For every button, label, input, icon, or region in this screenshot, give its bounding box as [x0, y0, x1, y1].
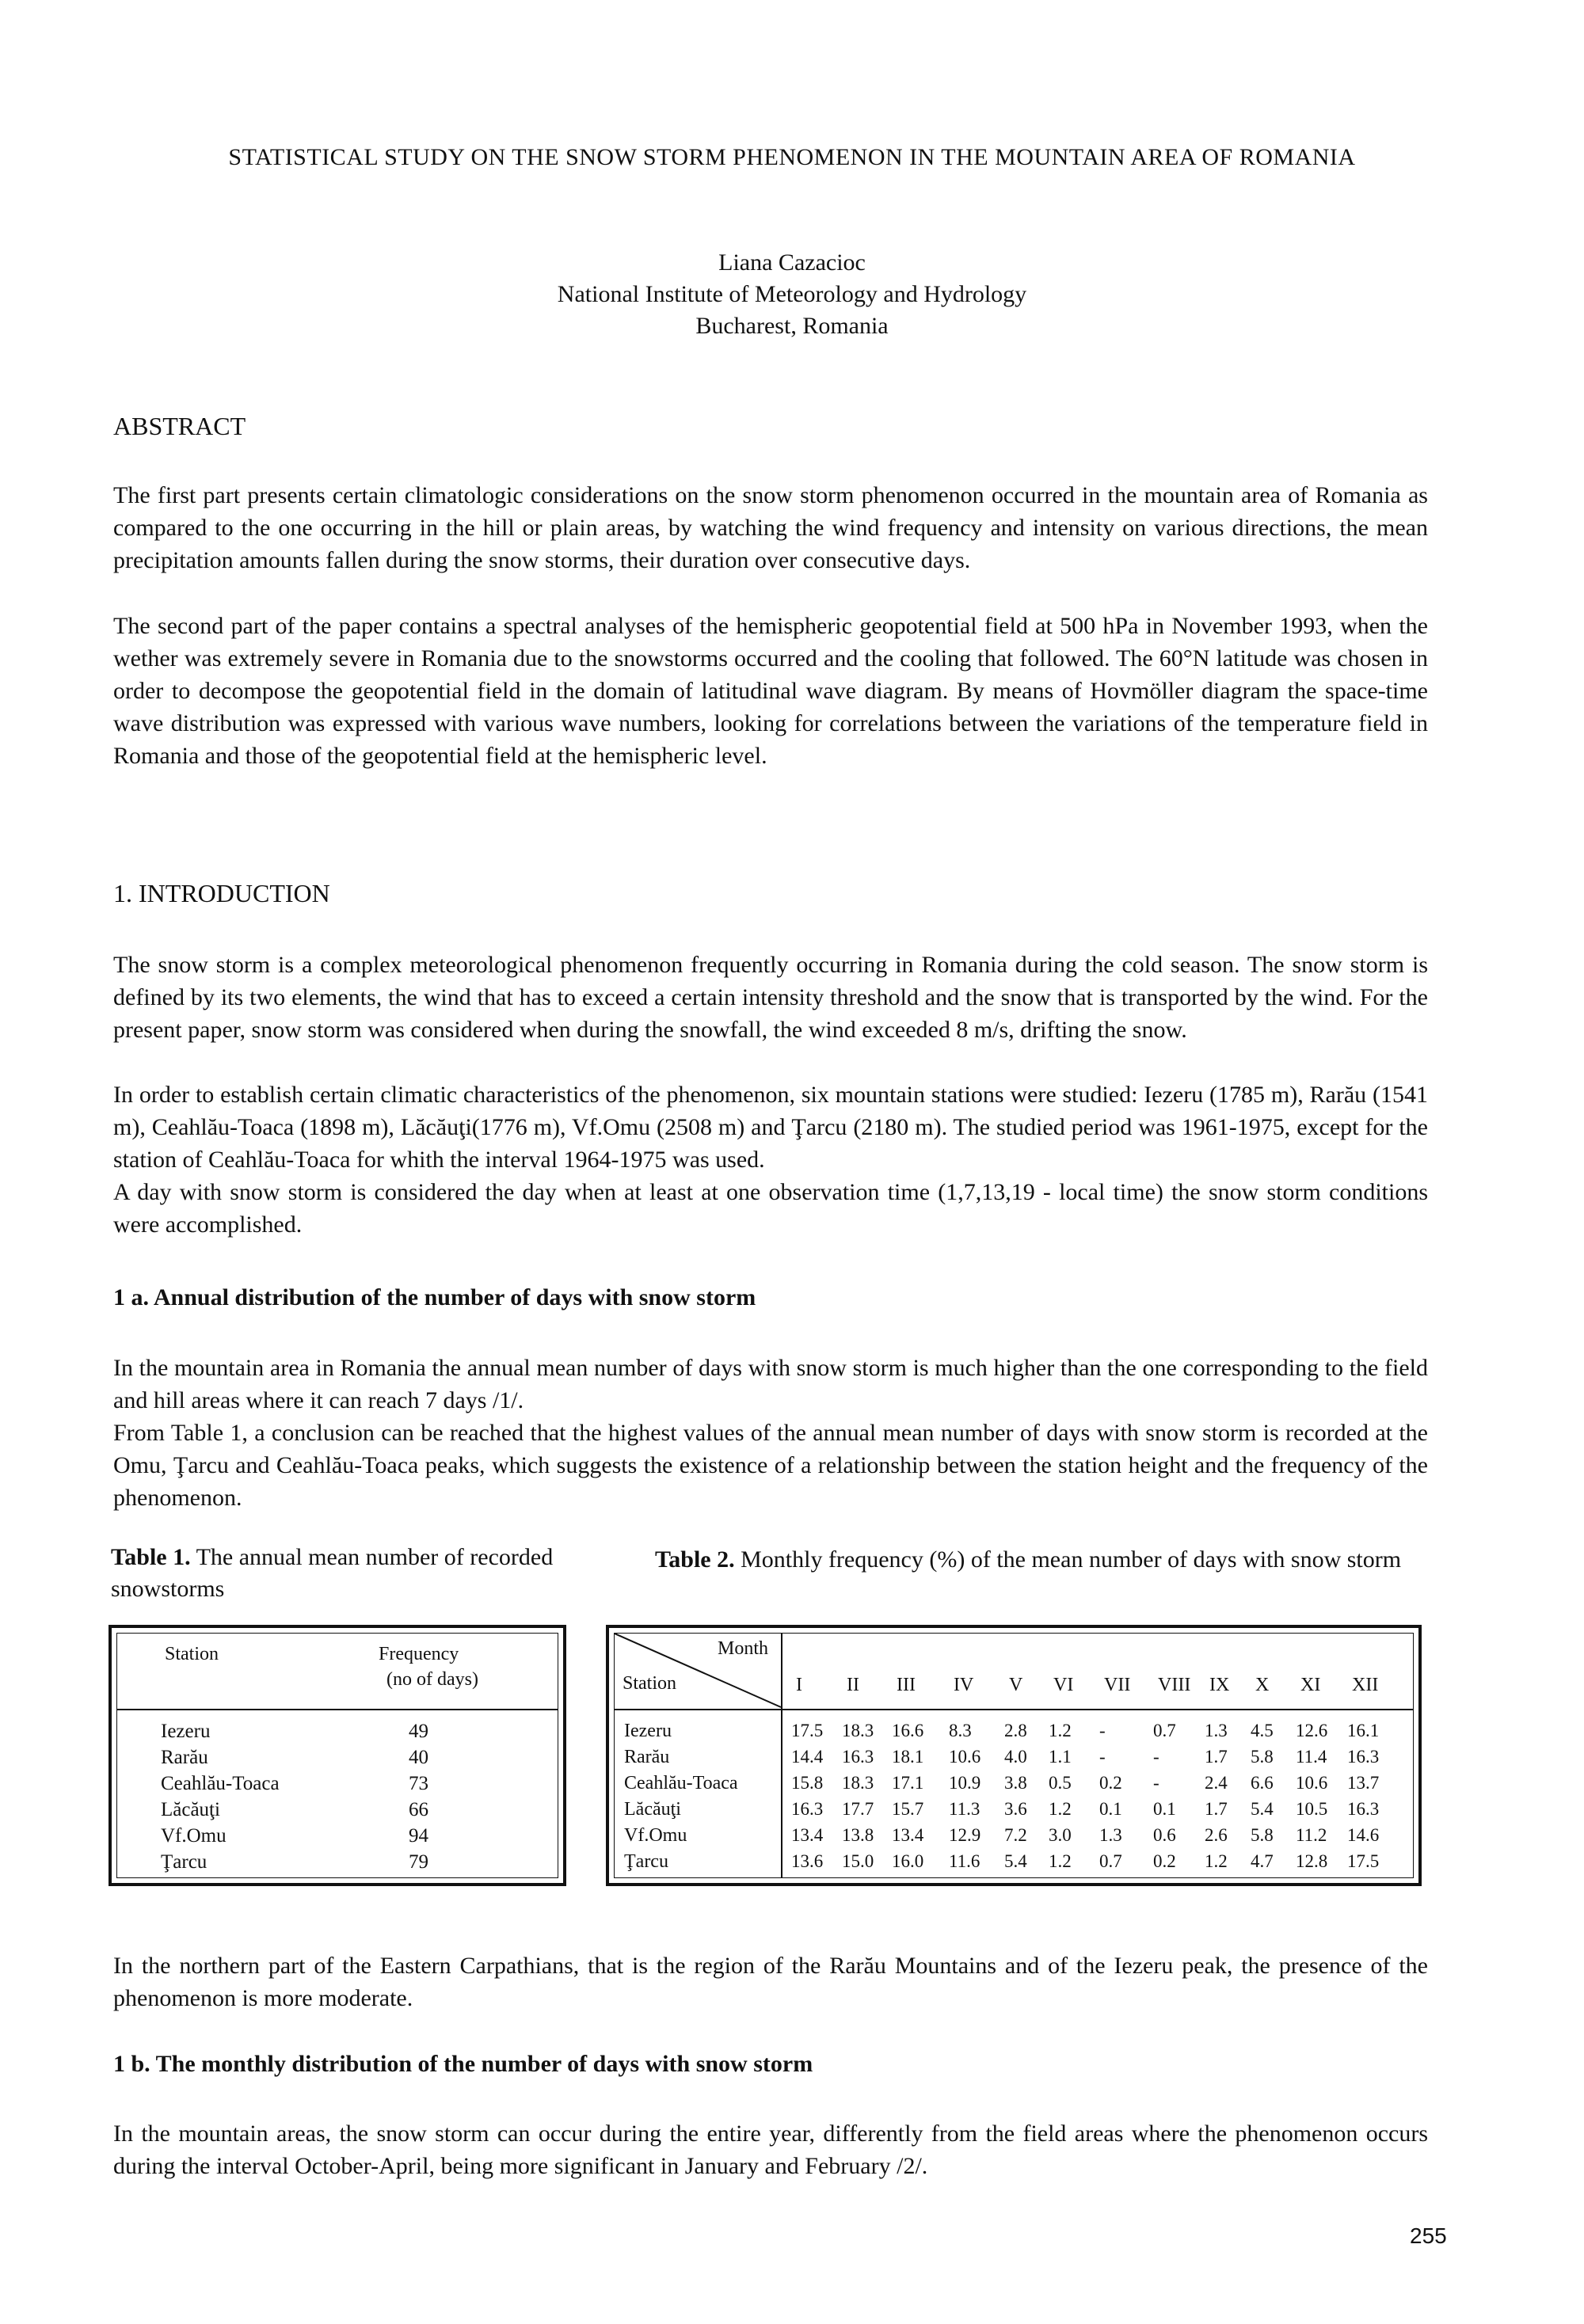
table2-cell: 15.8 — [791, 1773, 824, 1793]
section-1a-paragraph-2: From Table 1, a conclusion can be reached that the highest values of the annual mean number of days with snow storm is recorded at the Omu, Ţarcu and Ceahlău-Toaca peaks, which suggests the existence of a relationship between the station height and the frequency of the phenomenon. — [113, 1420, 1428, 1511]
table2-cell: 15.7 — [892, 1799, 924, 1819]
table2-cell: 16.6 — [892, 1721, 924, 1740]
table1-frequency: 66 — [409, 1799, 428, 1820]
table2-cell: 0.6 — [1153, 1825, 1176, 1845]
table2-month-header: III — [897, 1675, 916, 1695]
table1-header-station: Station — [165, 1644, 219, 1664]
table2-cell: 11.3 — [949, 1799, 980, 1819]
table2-cell: 13.8 — [842, 1825, 874, 1845]
table2-cell: 1.7 — [1205, 1799, 1228, 1819]
table2-cell: 3.0 — [1049, 1825, 1072, 1845]
table2-cell: 16.3 — [791, 1799, 824, 1819]
table-row — [117, 1825, 558, 1851]
table2-cell: 10.9 — [949, 1773, 981, 1793]
table2-cell: 5.8 — [1251, 1825, 1274, 1845]
introduction-heading: 1. INTRODUCTION — [113, 879, 330, 907]
table2-cell: 12.9 — [949, 1825, 981, 1845]
table2-month-header: VII — [1104, 1675, 1131, 1695]
table2-cell: 11.6 — [949, 1851, 980, 1871]
abstract-paragraph-1: The first part presents certain climatologic considerations on the snow storm phenomenon occurred in the mountain area of Romania as compared to the one occurring in the hill or plain areas, by watching the wind frequency and intensity on various directions, the mean precipitation amounts fallen during the snow storms, their duration over consecutive days. — [113, 482, 1428, 573]
table2-cell: 1.3 — [1099, 1825, 1122, 1845]
table1-header — [117, 1634, 558, 1710]
table2-cell: 4.0 — [1004, 1747, 1027, 1767]
table2-cell: 1.7 — [1205, 1747, 1228, 1767]
table2-cell: - — [1099, 1721, 1106, 1740]
table2-month-header: IX — [1209, 1675, 1230, 1695]
table-row — [117, 1773, 558, 1799]
table2-cell: 10.6 — [1296, 1773, 1328, 1793]
table2-cell: 0.5 — [1049, 1773, 1072, 1793]
table2-month-header: VIII — [1158, 1675, 1191, 1695]
table2-station: Ţarcu — [624, 1851, 668, 1872]
table1-station: Rarău — [161, 1747, 208, 1768]
section-1a-paragraph-1: In the mountain area in Romania the annual mean number of days with snow storm is much higher than the one corresponding to the field and hill areas where it can reach 7 days /1/. — [113, 1355, 1428, 1413]
table2-cell: 17.1 — [892, 1773, 924, 1793]
table1-station: Ţarcu — [161, 1851, 208, 1873]
abstract-heading: ABSTRACT — [113, 412, 246, 440]
table2-column-divider — [781, 1634, 782, 1877]
paper-title: STATISTICAL STUDY ON THE SNOW STORM PHENOMENON IN THE MOUNTAIN AREA OF ROMANIA — [228, 144, 1356, 170]
table2-cell: 13.7 — [1347, 1773, 1380, 1793]
table1-header-frequency: Frequency — [379, 1644, 459, 1664]
table2-caption-label: Table 2. — [655, 1546, 735, 1573]
table2-cell: 16.1 — [1347, 1721, 1380, 1740]
table2-cell: 2.8 — [1004, 1721, 1027, 1740]
table2-cell: 1.2 — [1205, 1851, 1228, 1871]
table-row — [117, 1851, 558, 1877]
table1-header-frequency-unit: (no of days) — [386, 1669, 478, 1690]
table2-month-header: V — [1009, 1675, 1023, 1695]
table2-caption-text: Monthly frequency (%) of the mean number of days with snow storm — [741, 1546, 1402, 1573]
table-row — [117, 1721, 558, 1747]
table2-cell: 10.5 — [1296, 1799, 1328, 1819]
table2-cell: 11.4 — [1296, 1747, 1327, 1767]
table1-frequency: 49 — [409, 1721, 428, 1742]
table2-cell: 1.2 — [1049, 1721, 1072, 1740]
table2-cell: 4.5 — [1251, 1721, 1274, 1740]
table2-cell: 7.2 — [1004, 1825, 1027, 1845]
table1-frequency: 94 — [409, 1825, 428, 1847]
table1-station: Iezeru — [161, 1721, 211, 1742]
table2-cell: 17.5 — [791, 1721, 824, 1740]
table2-cell: - — [1099, 1747, 1106, 1767]
table2 — [606, 1625, 1422, 1886]
table2-cell: 13.4 — [791, 1825, 824, 1845]
table1-station: Ceahlău-Toaca — [161, 1773, 280, 1794]
author-name: Liana Cazacioc — [718, 249, 866, 276]
table2-cell: 16.3 — [1347, 1747, 1380, 1767]
table-row — [117, 1747, 558, 1773]
section-1b-paragraph-1: In the mountain areas, the snow storm can occur during the entire year, differently from the field areas where the phenomenon occurs during the interval October-April, being more significant in January and February /2/. — [113, 2121, 1428, 2179]
table1-station: Vf.Omu — [161, 1825, 227, 1847]
table2-month-header: I — [796, 1675, 802, 1695]
table2-header-station: Station — [623, 1673, 677, 1694]
table2-cell: 5.8 — [1251, 1747, 1274, 1767]
introduction-paragraph-1: The snow storm is a complex meteorological phenomenon frequently occurring in Romania during the cold season. The snow storm is defined by its two elements, the wind that has to exceed a certain intensity threshold and the snow that is transported by the wind. For the present paper, snow storm was considered when during the snowfall, the wind exceeded 8 m/s, drifting the snow. — [113, 952, 1428, 1043]
table2-cell: - — [1153, 1747, 1159, 1767]
introduction-paragraph-3: A day with snow storm is considered the day when at least at one observation time (1,7,13,19 - local time) the snow storm conditions were accomplished. — [113, 1179, 1428, 1238]
table2-month-header: IV — [954, 1675, 974, 1695]
table2-cell: 2.4 — [1205, 1773, 1228, 1793]
table2-header-month: Month — [718, 1638, 769, 1659]
table2-cell: 18.3 — [842, 1773, 874, 1793]
table2-cell: 15.0 — [842, 1851, 874, 1871]
table2-cell: 14.6 — [1347, 1825, 1380, 1845]
table1 — [109, 1625, 566, 1886]
author-location: Bucharest, Romania — [695, 313, 889, 339]
table1-caption-text: The annual mean number of recorded snowstorms — [111, 1544, 554, 1602]
table1-frequency: 79 — [409, 1851, 428, 1873]
table2-cell: 14.4 — [791, 1747, 824, 1767]
table2-month-header: VI — [1053, 1675, 1074, 1695]
table2-cell: 1.2 — [1049, 1851, 1072, 1871]
table2-header — [615, 1634, 1413, 1710]
table2-month-header: XI — [1300, 1675, 1321, 1695]
table2-cell: 5.4 — [1004, 1851, 1027, 1871]
section-1a-heading: 1 a. Annual distribution of the number of days with snow storm — [113, 1284, 756, 1310]
table2-cell: 16.0 — [892, 1851, 924, 1871]
table2-cell: 12.8 — [1296, 1851, 1328, 1871]
table2-cell: 16.3 — [1347, 1799, 1380, 1819]
table2-cell: 13.6 — [791, 1851, 824, 1871]
table1-caption-label: Table 1. — [111, 1544, 191, 1570]
table2-cell: 0.1 — [1099, 1799, 1122, 1819]
table2-station: Ceahlău-Toaca — [624, 1773, 738, 1793]
table2-cell: 0.7 — [1153, 1721, 1176, 1740]
table2-caption — [655, 1544, 1431, 1576]
section-1b-heading: 1 b. The monthly distribution of the number of days with snow storm — [113, 2051, 813, 2077]
table2-cell: 13.4 — [892, 1825, 924, 1845]
table2-cell: 11.2 — [1296, 1825, 1327, 1845]
table2-cell: 5.4 — [1251, 1799, 1274, 1819]
abstract-paragraph-2: The second part of the paper contains a spectral analyses of the hemispheric geopotential field at 500 hPa in November 1993, when the wether was extremely severe in Romania due to the snowstorms occurred and the cooling that followed. The 60°N latitude was chosen in order to decompose the geopotential field in the domain of latitudinal wave diagram. By means of Hovmöller diagram the space-time wave distribution was expressed with various wave numbers, looking for correlations between the variations of the temperature field in Romania and those of the geopotential field at the hemispheric level. — [113, 613, 1428, 769]
table2-station: Iezeru — [624, 1721, 672, 1741]
table2-cell: 18.1 — [892, 1747, 924, 1767]
table2-cell: 0.2 — [1153, 1851, 1176, 1871]
table2-cell: 0.1 — [1153, 1799, 1176, 1819]
table2-month-header: II — [847, 1675, 859, 1695]
author-block — [317, 247, 1267, 342]
author-institution: National Institute of Meteorology and Hydrology — [557, 281, 1027, 307]
table2-station: Lăcăuţi — [624, 1799, 681, 1820]
table2-cell: 1.1 — [1049, 1747, 1072, 1767]
table2-cell: 4.7 — [1251, 1851, 1274, 1871]
table2-cell: - — [1153, 1773, 1159, 1793]
table2-station: Rarău — [624, 1747, 670, 1767]
table1-caption — [111, 1542, 578, 1605]
table2-cell: 1.2 — [1049, 1799, 1072, 1819]
page-number: 255 — [1410, 2223, 1447, 2248]
table2-cell: 16.3 — [842, 1747, 874, 1767]
table1-station: Lăcăuţi — [161, 1799, 220, 1820]
table2-cell: 10.6 — [949, 1747, 981, 1767]
introduction-paragraph-2: In order to establish certain climatic characteristics of the phenomenon, six mountain stations were studied: Iezeru (1785 m), Rarău (1541 m), Ceahlău-Toaca (1898 m), Lăcăuţi(1776 m), Vf.Omu (2508 m) and Ţarcu (2180 m). The studied period was 1961-1975, except for the station of Ceahlău-Toaca for whith the interval 1964-1975 was used. — [113, 1082, 1428, 1173]
table2-cell: 3.8 — [1004, 1773, 1027, 1793]
table2-cell: 17.5 — [1347, 1851, 1380, 1871]
table2-cell: 0.7 — [1099, 1851, 1122, 1871]
table1-frequency: 73 — [409, 1773, 428, 1794]
after-tables-paragraph: In the northern part of the Eastern Carpathians, that is the region of the Rarău Mountains and of the Iezeru peak, the presence of the phenomenon is more moderate. — [113, 1953, 1428, 2011]
table2-cell: 18.3 — [842, 1721, 874, 1740]
table2-cell: 3.6 — [1004, 1799, 1027, 1819]
table2-cell: 1.3 — [1205, 1721, 1228, 1740]
table2-station: Vf.Omu — [624, 1825, 687, 1846]
table2-cell: 17.7 — [842, 1799, 874, 1819]
table2-cell: 2.6 — [1205, 1825, 1228, 1845]
table2-cell: 6.6 — [1251, 1773, 1274, 1793]
table2-cell: 12.6 — [1296, 1721, 1328, 1740]
table2-month-header: X — [1255, 1675, 1270, 1695]
table2-month-header: XII — [1352, 1675, 1379, 1695]
table2-cell: 8.3 — [949, 1721, 972, 1740]
table2-cell: 0.2 — [1099, 1773, 1122, 1793]
table-row — [117, 1799, 558, 1825]
table1-frequency: 40 — [409, 1747, 428, 1768]
